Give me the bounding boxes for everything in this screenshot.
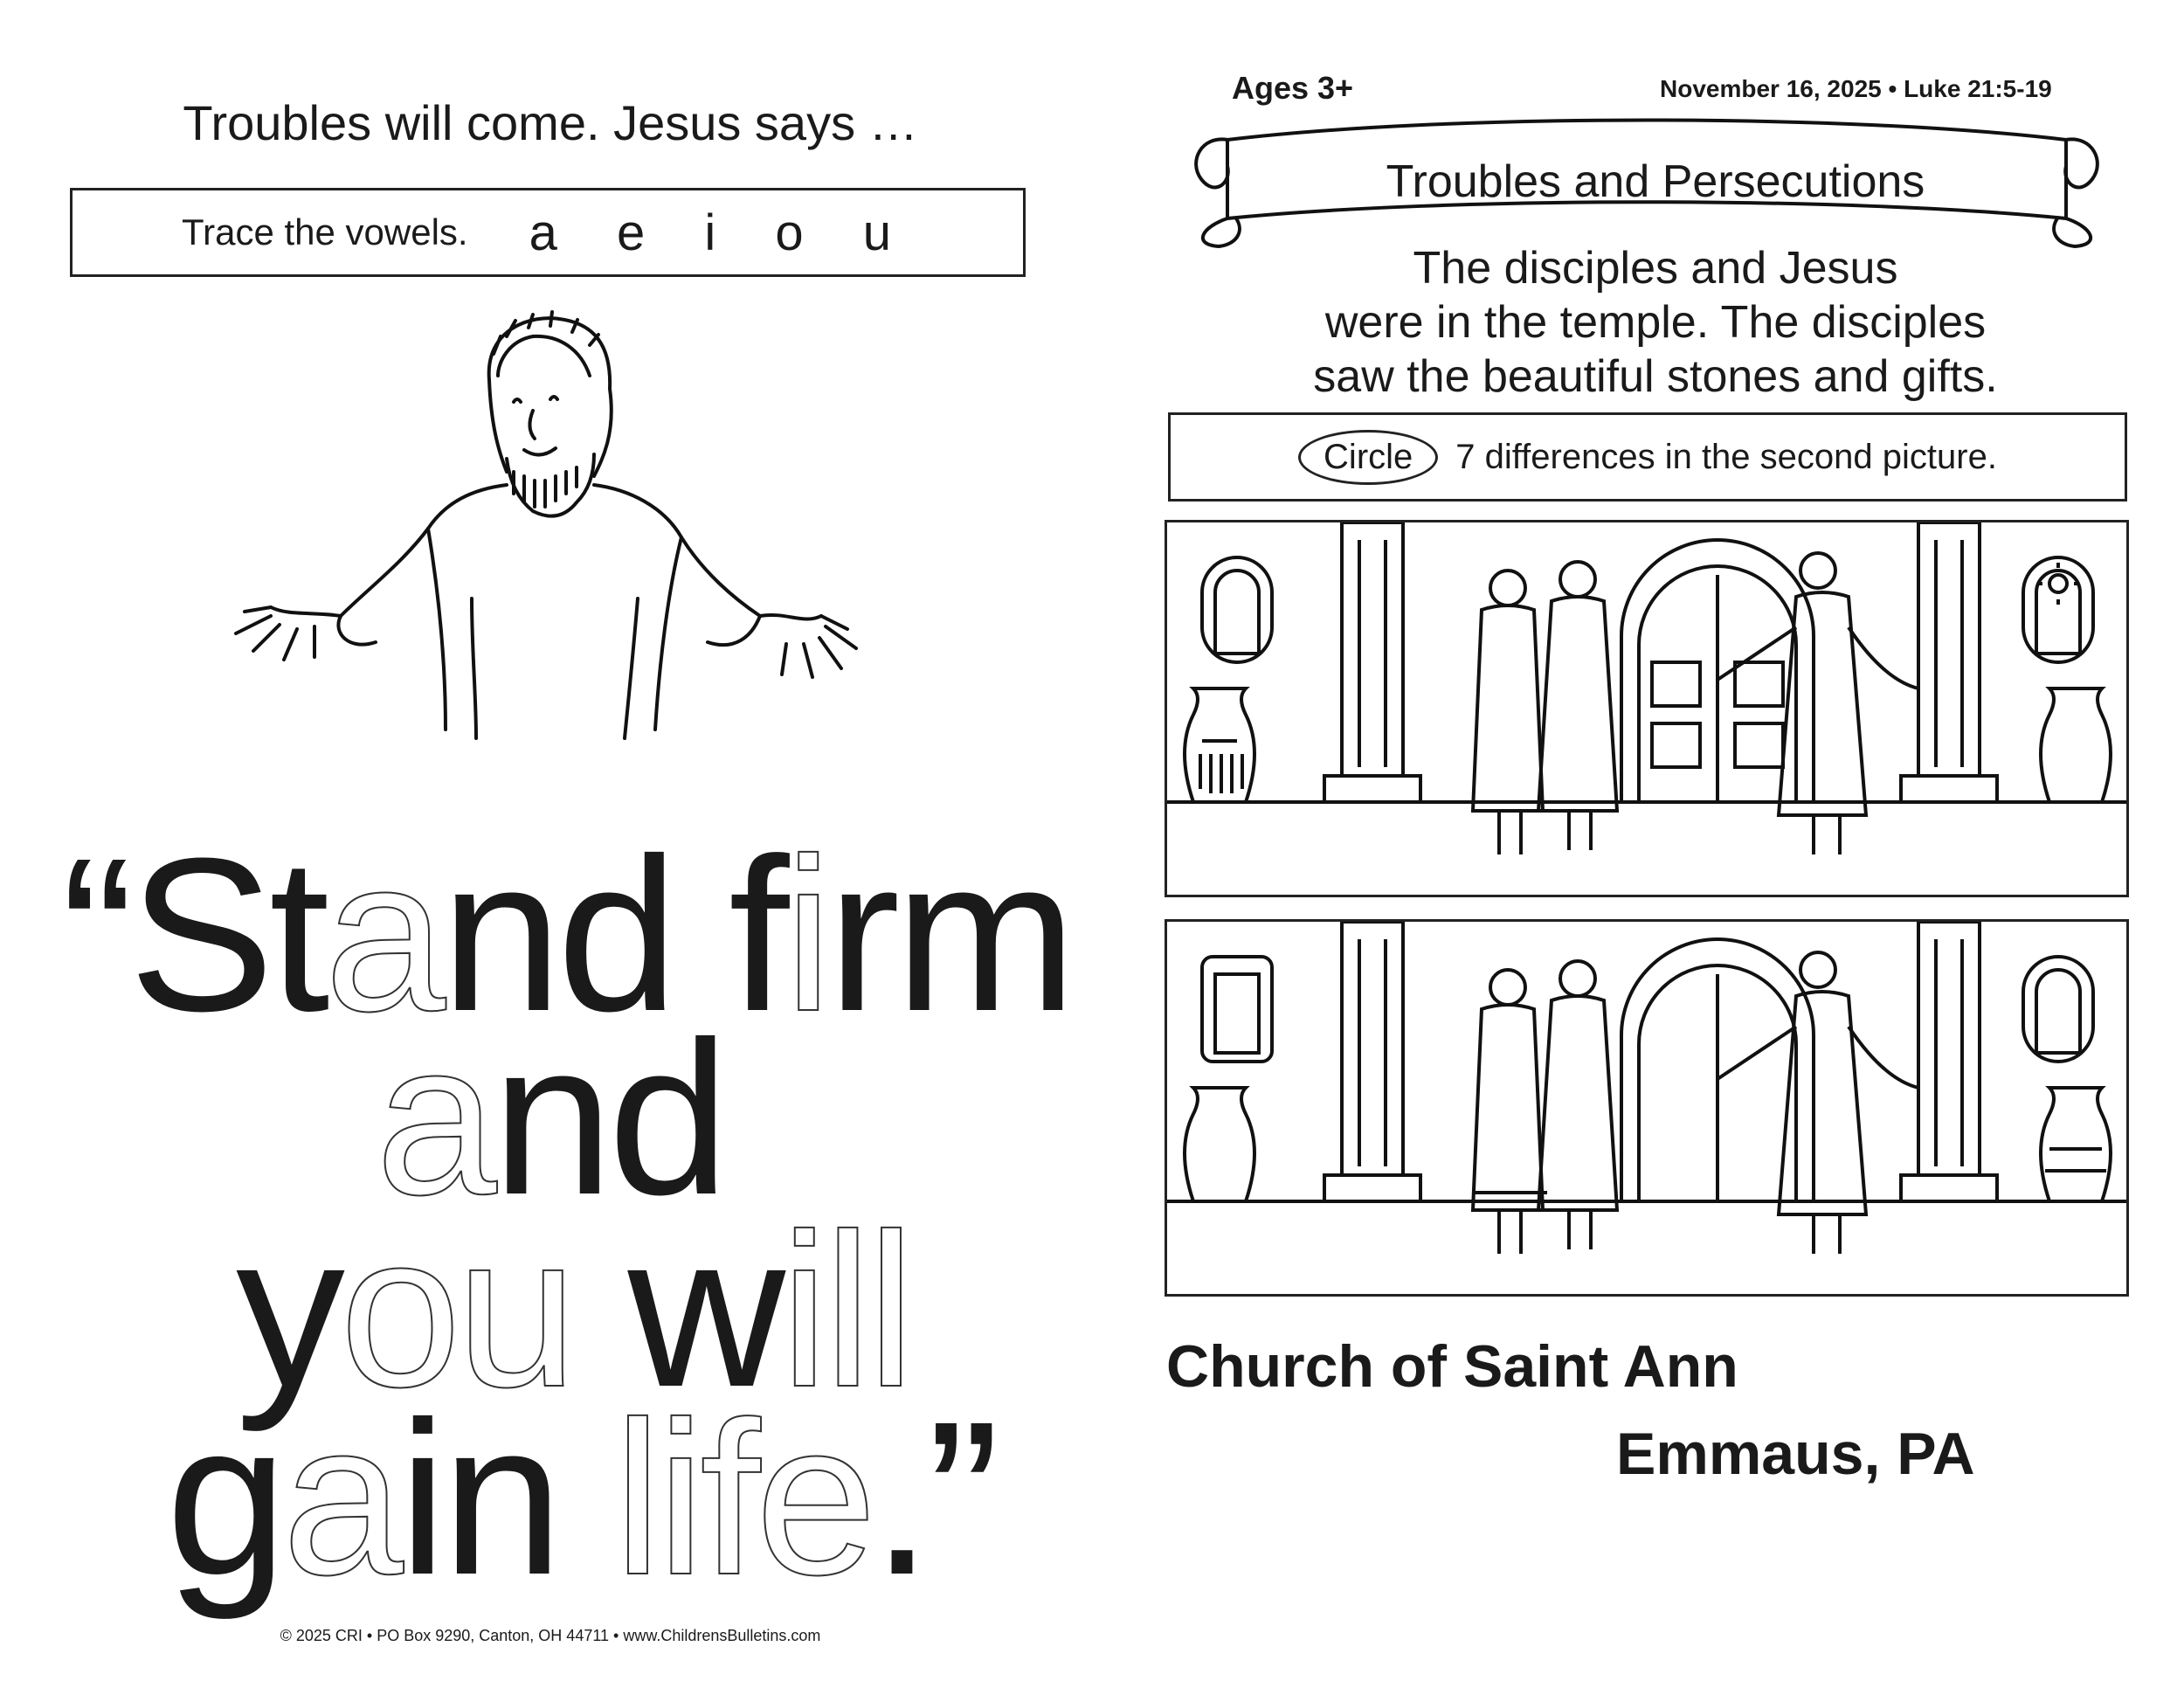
verse-text: nd f [440,813,784,1056]
copyright-footer: © 2025 CRI • PO Box 9290, Canton, OH 44711 • www.ChildrensBulletins.com [280,1627,821,1644]
banner-title: Troubles and Persecutions [1386,156,1925,207]
age-label: Ages 3+ [1232,70,1354,106]
traceable-vowel[interactable]: i [784,813,828,1056]
date-reference: November 16, 2025 • Luke 21:5-19 [1660,75,2052,102]
differences-instruction-box [1168,412,2127,502]
traceable-vowel[interactable]: a [324,813,441,1056]
differences-instruction: 7 differences in the second picture. [1455,437,1997,476]
jesus-illustration [183,301,891,791]
picture-original [1165,520,2129,897]
traceable-vowel[interactable]: a [376,996,493,1240]
open-quote: “ [61,813,129,1056]
verse-text: rm [827,813,1072,1056]
intro-line: saw the beautiful stones and gifts. [1313,351,1998,402]
vowel-instruction-box [70,188,1026,277]
vowel-list: a e i o u [529,204,914,261]
temple-scene-illustration [1167,522,2126,895]
intro-line: The disciples and Jesus [1413,243,1898,294]
church-name: Church of Saint Ann [1166,1333,1738,1400]
verse-text: w [572,1188,781,1432]
verse-text: g [166,1376,283,1620]
traceable-vowel[interactable]: ill [780,1188,910,1432]
close-quote: .” [871,1376,995,1620]
traceable-vowel[interactable]: li [613,1376,701,1620]
verse-line-4 [166,1376,995,1620]
picture-with-differences [1165,919,2129,1297]
traceable-vowel[interactable]: ou [340,1188,573,1432]
story-intro [1206,241,2105,404]
verse-text: St [128,813,325,1056]
verse-text: y [236,1188,340,1432]
circle-word: Circle [1298,430,1438,485]
intro-line: were in the temple. The disciples [1324,297,1987,348]
vowel-instruction: Trace the vowels. [182,211,468,253]
verse-text: in [398,1376,614,1620]
temple-scene-illustration [1167,922,2126,1294]
verse-text: nd [492,996,725,1240]
traceable-vowel[interactable]: fe [700,1376,872,1620]
church-location: Emmaus, PA [1616,1421,1975,1487]
page-title: Troubles will come. Jesus says … [183,95,918,150]
traceable-vowel[interactable]: a [282,1376,399,1620]
